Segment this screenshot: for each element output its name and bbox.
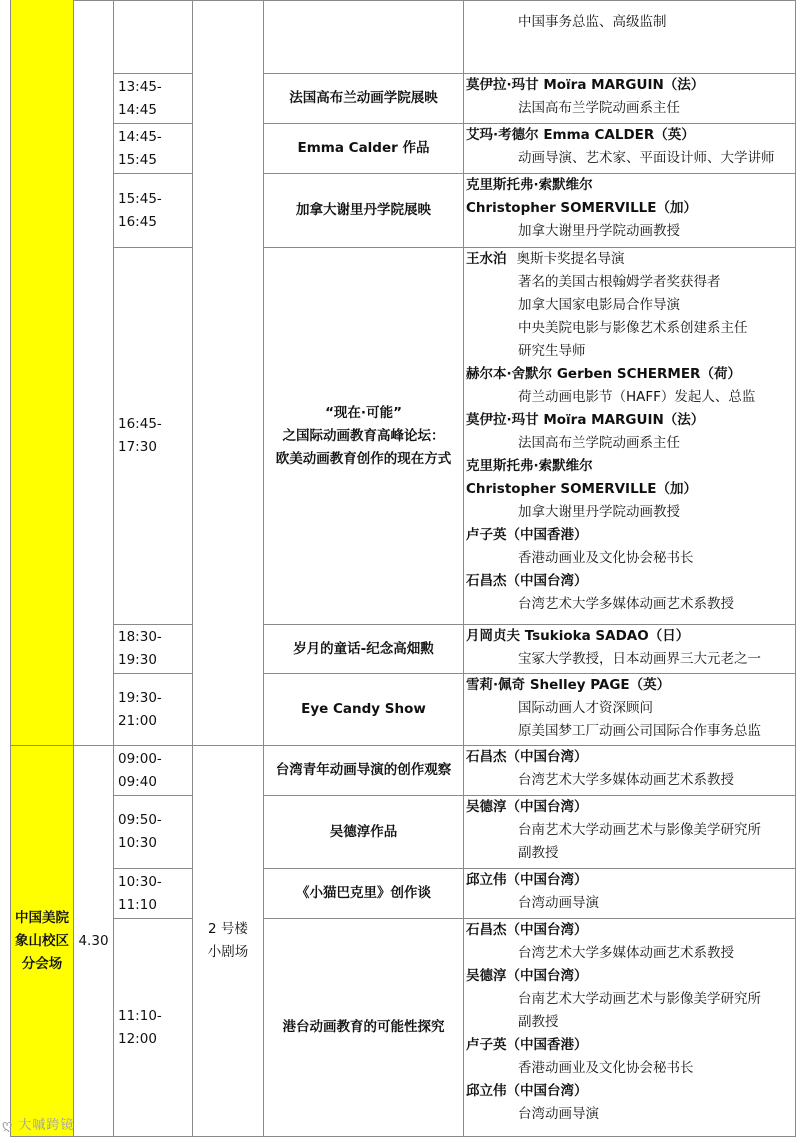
session-title-line: 吴德淳作品 (329, 823, 398, 840)
session-title (296, 199, 431, 222)
time-cell (114, 625, 193, 674)
speaker-name: Christopher SOMERVILLE（加） (466, 200, 698, 216)
speaker-role: 法国高布兰学院动画系主任 (518, 435, 680, 451)
location-line-2: 象山校区 (15, 932, 69, 949)
session-title-line: “现在·可能” (325, 404, 402, 421)
session-title (283, 1016, 445, 1039)
speaker-role: 台湾动画导演 (518, 1106, 599, 1122)
session-title-cell (264, 174, 464, 248)
speaker-role: 中国事务总监、高级监制 (518, 14, 667, 30)
date-cell-day2 (74, 746, 114, 1137)
speaker-role: 荷兰动画电影节（HAFF）发起人、总监 (518, 389, 756, 405)
session-title-cell (264, 74, 464, 124)
speaker-role: 原美国梦工厂动画公司国际合作事务总监 (518, 723, 761, 739)
session-title (330, 821, 398, 844)
session-time: 11:10-12:00 (118, 1007, 162, 1047)
session-time: 09:50-10:30 (118, 812, 162, 851)
speaker-name: 克里斯托弗·索默维尔 (466, 458, 593, 474)
speaker-role: 台湾艺术大学多媒体动画艺术系教授 (518, 772, 734, 788)
speaker-role: 副教授 (518, 845, 559, 861)
session-time: 16:45-17:30 (118, 416, 162, 455)
session-time: 10:30-11:10 (118, 873, 162, 913)
speaker-role: 台南艺术大学动画艺术与影像美学研究所 (518, 822, 761, 838)
speaker-role: 宝冢大学教授，日本动画界三大元老之一 (518, 651, 761, 667)
speakers-cell (464, 74, 796, 124)
session-title-line: 港台动画教育的可能性探究 (282, 1019, 445, 1035)
schedule-table (10, 0, 796, 1137)
speakers-cell (464, 625, 796, 674)
session-title-cell (264, 919, 464, 1137)
session-title-line: 法国高布兰动画学院展映 (289, 90, 438, 106)
venue-cell-day1 (193, 0, 264, 746)
speaker-name: 月岡贞夫 Tsukioka SADAO（日） (466, 628, 690, 644)
speaker-name: 克里斯托弗·索默维尔 (466, 177, 593, 193)
speaker-role: 动画导演、艺术家、平面设计师、大学讲师 (518, 150, 775, 166)
location-cell-day1 (10, 0, 74, 746)
session-title-cell (264, 0, 464, 74)
speaker-role: 奥斯卡奖提名导演 (516, 251, 625, 267)
session-title-line: 之国际动画教育高峰论坛： (282, 427, 445, 444)
session-title-cell (264, 248, 464, 625)
speaker-name: 邱立伟（中国台湾） (466, 1083, 588, 1099)
speaker-role: 副教授 (518, 1014, 559, 1030)
session-time: 18:30-19:30 (118, 629, 162, 668)
session-title-line: 欧美动画教育创作的现在方式 (275, 450, 452, 467)
time-cell (114, 919, 193, 1137)
speaker-name: 雪莉·佩奇 Shelley PAGE（英） (466, 677, 671, 693)
session-title (296, 882, 431, 905)
speakers-cell (464, 796, 796, 869)
session-title-line: Emma Calder 作品 (297, 140, 430, 156)
date-cell-day1 (74, 0, 114, 746)
session-time: 09:00-09:40 (118, 750, 162, 790)
speaker-role: 台南艺术大学动画艺术与影像美学研究所 (518, 991, 761, 1007)
speaker-role: 台湾艺术大学多媒体动画艺术系教授 (518, 945, 734, 961)
speaker-name: 赫尔本·舍默尔 Gerben SCHERMER（荷） (466, 366, 741, 382)
speaker-role: 香港动画业及文化协会秘书长 (518, 550, 694, 566)
speaker-entry (466, 248, 793, 271)
time-cell (114, 124, 193, 174)
watermark (2, 1114, 74, 1133)
session-title (289, 87, 438, 110)
session-title-cell (264, 124, 464, 174)
session-title-cell (264, 625, 464, 674)
session-time: 13:45-14:45 (118, 78, 162, 118)
time-cell (114, 746, 193, 796)
speakers-cell (464, 919, 796, 1137)
speaker-role: 加拿大谢里丹学院动画教授 (518, 223, 680, 239)
speaker-name: 石昌杰（中国台湾） (466, 573, 588, 589)
session-title-cell (264, 746, 464, 796)
speaker-name: 邱立伟（中国台湾） (466, 872, 588, 888)
session-title-line: Eye Candy Show (301, 701, 426, 717)
speaker-role: 中央美院电影与影像艺术系创建系主任 (518, 320, 748, 336)
speakers-cell (464, 124, 796, 174)
session-title-cell (264, 674, 464, 746)
speakers-cell (464, 869, 796, 919)
session-title-line: 加拿大谢里丹学院展映 (296, 202, 431, 218)
speaker-name: 石昌杰（中国台湾） (466, 922, 588, 938)
time-cell (114, 869, 193, 919)
location-line-1: 中国美院 (15, 909, 69, 926)
speakers-cell (464, 0, 796, 74)
session-title-cell (264, 869, 464, 919)
speaker-name: 吴德淳（中国台湾） (466, 799, 588, 815)
speaker-role: 国际动画人才资深顾问 (518, 700, 653, 716)
venue-line-1: 2 号楼 (208, 921, 248, 937)
venue-cell-day2 (193, 746, 264, 1137)
speakers-cell (464, 674, 796, 746)
time-cell (114, 74, 193, 124)
speaker-role: 研究生导师 (518, 343, 586, 359)
speaker-role: 著名的美国古根翰姆学者奖获得者 (518, 274, 721, 290)
session-title-line: 台湾青年动画导演的创作观察 (275, 762, 452, 778)
watermark-icon: ღ (2, 1118, 14, 1133)
speaker-name: Christopher SOMERVILLE（加） (466, 481, 698, 497)
session-title (301, 698, 426, 721)
time-cell (114, 674, 193, 746)
speaker-name: 石昌杰（中国台湾） (466, 749, 588, 765)
speaker-role: 加拿大谢里丹学院动画教授 (518, 504, 680, 520)
session-time: 14:45-15:45 (118, 128, 162, 168)
speaker-name: 莫伊拉·玛甘 Moïra MARGUIN（法） (466, 412, 705, 428)
date-value: 4.30 (78, 932, 109, 949)
session-title-line: 《小猫巴克里》创作谈 (296, 885, 431, 901)
venue-line-2: 小剧场 (207, 944, 249, 960)
session-title (298, 137, 430, 160)
session-title-cell (264, 796, 464, 869)
speaker-role: 法国高布兰学院动画系主任 (518, 100, 680, 116)
session-title-line: 岁月的童话-纪念高畑勲 (293, 640, 434, 657)
speaker-name: 王水泊 (466, 251, 507, 267)
speakers-cell (464, 248, 796, 625)
time-cell (114, 0, 193, 74)
time-cell (114, 248, 193, 625)
session-time: 15:45-16:45 (118, 190, 162, 230)
speaker-name: 莫伊拉·玛甘 Moïra MARGUIN（法） (466, 77, 705, 93)
speaker-name: 艾玛·考德尔 Emma CALDER（英） (466, 127, 695, 143)
session-time: 19:30-21:00 (118, 689, 162, 729)
session-title (293, 638, 434, 661)
time-cell (114, 796, 193, 869)
speaker-name: 卢子英（中国香港） (466, 1037, 588, 1053)
speaker-role: 台湾动画导演 (518, 895, 599, 911)
speaker-name: 卢子英（中国香港） (466, 527, 588, 543)
speaker-role: 香港动画业及文化协会秘书长 (518, 1060, 694, 1076)
time-cell (114, 174, 193, 248)
watermark-text: 大嘁跨镜 (18, 1118, 75, 1133)
speakers-cell (464, 174, 796, 248)
speaker-role: 加拿大国家电影局合作导演 (518, 297, 680, 313)
speakers-cell (464, 746, 796, 796)
speaker-role: 台湾艺术大学多媒体动画艺术系教授 (518, 596, 734, 612)
session-title (276, 759, 452, 782)
location-cell-day2 (10, 746, 74, 1137)
location-line-3: 分会场 (21, 955, 63, 972)
session-title (276, 402, 452, 471)
speaker-name: 吴德淳（中国台湾） (466, 968, 588, 984)
